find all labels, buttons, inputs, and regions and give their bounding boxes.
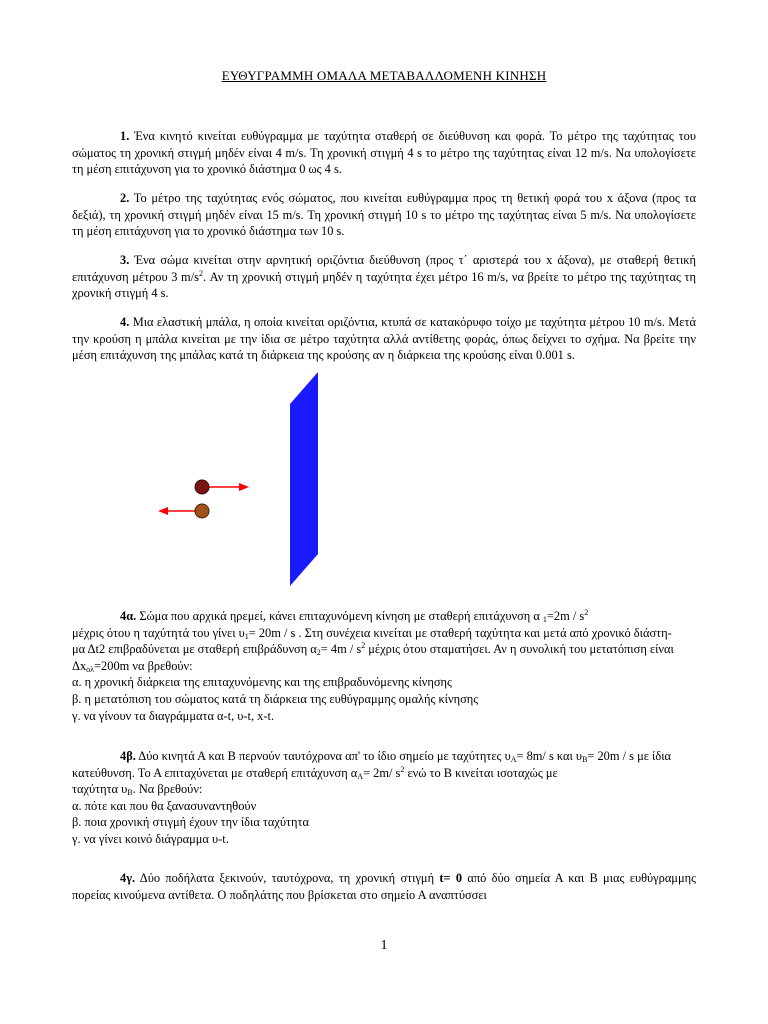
problem-4 bbox=[72, 314, 696, 364]
problem-4a-text-4: = 20m / s . Στη συνέχεια κινείται με σταθερή ταχύτητα και μετά από χρονικό διάστη- bbox=[248, 625, 672, 640]
problem-4a-sub-4: ολ bbox=[86, 664, 95, 674]
problem-4b-item-c: γ. να γίνει κοινό διάγραμμα υ-t. bbox=[72, 831, 229, 846]
problem-4-number: 4. bbox=[120, 315, 130, 329]
problem-3 bbox=[72, 252, 696, 302]
problem-4a-sub-2: 1 bbox=[244, 631, 249, 641]
problem-4b-text-2: = 8m/ s και υ bbox=[516, 749, 583, 763]
wall bbox=[290, 372, 318, 586]
problem-4b-text-7: . Να βρεθούν: bbox=[132, 782, 203, 797]
problem-4a-number: 4α. bbox=[120, 609, 137, 623]
problem-2 bbox=[72, 190, 696, 240]
problem-4-text: Μια ελαστική μπάλα, η οποία κινείται οριζόντια, κτυπά σε κατακόρυφο τοίχο με ταχύτητα μέτρου 10 m/s. Μετά την κρούση η μπάλα κινείται με την ίδια σε μέτρο ταχύτητα αλλά αντίθετης φοράς, όπως δείχνει το σχήμα. Να βρείτε την μέση επιτάχυνση της μπάλας κατά τη διάρκεια της κρούσης αν η διάρκεια της κρούσης είναι 0.001 s. bbox=[72, 315, 696, 363]
problem-1-text: Ένα κινητό κινείται ευθύγραμμα με ταχύτητα σταθερή σε διεύθυνση και φορά. Το μέτρο της ταχύτητας του σώματος τη χρονική στιγμή μηδέν είναι 4 m/s. Τη χρονική στιγμή 4 s το μέτρο της ταχύτητας είναι 12 m/s. Να υπολογίσετε τη μέση επιτάχυνση για το χρονικό διάστημα 0 ως 4 s. bbox=[72, 129, 696, 177]
problem-4g-text-2: από δύο σημεία Α και Β μιας ευθύγραμμης πορείας κινούμενα αντίθετα. Ο ποδηλάτης που βρίσκεται στο σημείο Α αναπτύσσει bbox=[72, 871, 696, 902]
problem-4a-item-b: β. η μετατόπιση του σώματος κατά τη διάρκεια της ευθύγραμμης ομαλής κίνησης bbox=[72, 691, 479, 706]
problem-4b-sup-1: 2 bbox=[400, 764, 405, 774]
problem-4b-text-6: ταχύτητα υ bbox=[72, 782, 128, 797]
problem-4a-sup-1: 2 bbox=[584, 608, 589, 617]
problem-4b-number: 4β. bbox=[120, 749, 136, 763]
problem-4a-sup-2: 2 bbox=[361, 641, 366, 651]
problem-4b-sub-4: Β bbox=[127, 788, 133, 798]
rebound-arrowhead bbox=[239, 483, 249, 491]
problem-4a-text-3: μέχρις ότου η ταχύτητά του γίνει υ bbox=[72, 625, 245, 640]
problem-3-number: 3. bbox=[120, 253, 130, 267]
incoming-arrowhead bbox=[158, 507, 168, 515]
ball-bottom bbox=[195, 504, 209, 518]
problem-4a-text-2: =2m / s bbox=[546, 609, 585, 623]
problem-4b-text-3: = 20m / s με ίδια κατεύθυνση. Το Α επιταχύνεται με σταθερή επιτάχυνση α bbox=[72, 749, 672, 780]
problem-4a-text-6: = 4m / s bbox=[320, 642, 362, 657]
page-number: 1 bbox=[380, 938, 388, 953]
problem-1-number: 1. bbox=[120, 129, 130, 143]
problem-4g bbox=[72, 870, 696, 903]
problem-4a-text-8: =200m να βρεθούν: bbox=[94, 658, 193, 673]
problem-4b-text-5: ενώ το Β κινείται ισοταχώς με bbox=[404, 765, 558, 780]
problem-4a-text-5: μα Δt2 επιβραδύνεται με σταθερή επιβράδυνση α bbox=[72, 642, 317, 657]
problem-4g-text-1: Δύο ποδήλατα ξεκινούν, ταυτόχρονα, τη χρονική στιγμή bbox=[135, 871, 440, 885]
problem-4a bbox=[72, 608, 696, 724]
problem-4a-item-a: α. η χρονική διάρκεια της επιταχυνόμενης και της επιβραδυνόμενης κίνησης bbox=[72, 675, 452, 690]
problem-4b-text-1: Δύο κινητά Α και Β περνούν ταυτόχρονα απ' το ίδιο σημείο με ταχύτητες υ bbox=[135, 749, 511, 763]
problem-4b-sub-1: Α bbox=[510, 755, 517, 764]
ball-wall-figure bbox=[150, 372, 340, 587]
problem-3-text-b: . Αν τη χρονική στιγμή μηδέν η ταχύτητα έχει μέτρο 16 m/s, να βρείτε το μέτρο της ταχύτητας τη χρονική στιγμή 4 s. bbox=[72, 269, 697, 301]
problem-3-sup: 2 bbox=[198, 268, 203, 278]
problem-4b-item-b: β. ποια χρονική στιγμή έχουν την ίδια ταχύτητα bbox=[72, 815, 309, 830]
problem-4b-sub-2: Β bbox=[582, 755, 588, 764]
problem-1 bbox=[72, 128, 696, 178]
problem-4b-text-4: = 2m/ s bbox=[363, 765, 401, 780]
problem-4a-sub-1: 1 bbox=[542, 615, 547, 624]
problem-4b bbox=[72, 748, 696, 848]
problem-4b-item-a: α. πότε και που θα ξανασυναντηθούν bbox=[72, 798, 257, 813]
problem-4a-item-c: γ. να γίνουν τα διαγράμματα α-t, υ-t, x-t. bbox=[72, 708, 275, 723]
problem-4b-sub-3: Α bbox=[357, 771, 364, 781]
ball-top bbox=[195, 480, 209, 494]
problem-2-text: Το μέτρο της ταχύτητας ενός σώματος, που κινείται ευθύγραμμα προς τη θετική φορά του x άξονα (προς τα δεξιά), τη χρονική στιγμή μηδέν είναι 15 m/s. Τη χρονική στιγμή 10 s το μέτρο της ταχύτητας είναι 5 m/s. Να υπολογίσετε τη μέση επιτάχυνση για το χρονικό διάστημα των 10 s. bbox=[72, 191, 696, 239]
problem-4a-text-1: Σώμα που αρχικά ηρεμεί, κάνει επιταχυνόμενη κίνηση με σταθερή επιτάχυνση α bbox=[136, 609, 543, 623]
page-title: ΕΥΘΥΓΡΑΜΜΗ ΟΜΑΛΑ ΜΕΤΑΒΑΛΛΟΜΕΝΗ ΚΙΝΗΣΗ bbox=[221, 68, 547, 83]
problem-3-text-a: Ένα σώμα κινείται στην αρνητική οριζόντια διεύθυνση (προς τ΄ αριστερά του x άξονα), με σταθερή θετική επιτάχυνση μέτρου 3 m/s bbox=[72, 253, 696, 284]
problem-4g-number: 4γ. bbox=[120, 871, 136, 885]
problem-2-number: 2. bbox=[120, 191, 130, 205]
problem-4a-text-7: μέχρις ότου σταματήσει. Αν η συνολική του μετατόπιση είναι Δx bbox=[72, 642, 674, 673]
problem-4g-bold-t: t= 0 bbox=[439, 871, 463, 885]
problem-4a-sub-3: 2 bbox=[316, 648, 321, 658]
